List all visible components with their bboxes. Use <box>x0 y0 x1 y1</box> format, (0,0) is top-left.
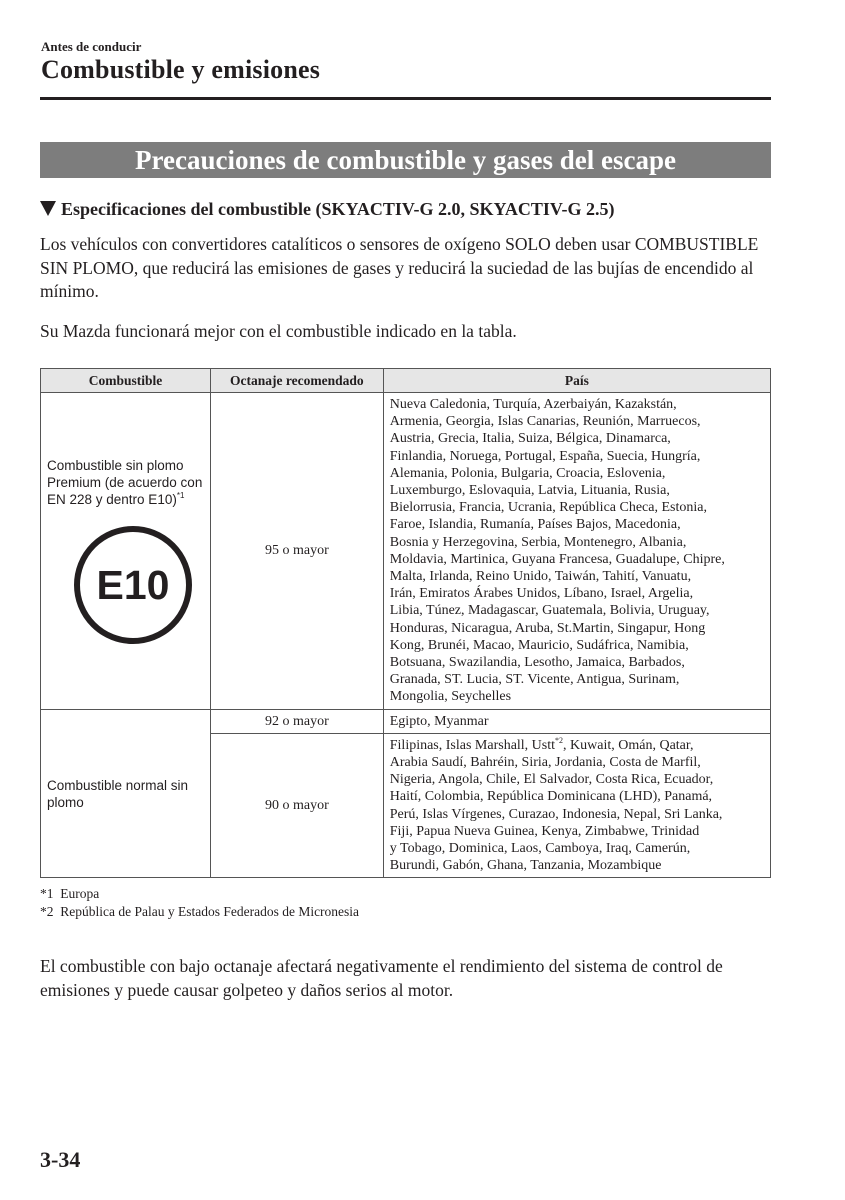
header-country: País <box>383 369 770 393</box>
country-line: Finlandia, Noruega, Portugal, España, Suecia, Hungría, <box>389 448 701 464</box>
country-line: y Tobago, Dominica, Laos, Camboya, Iraq, Camerún, <box>389 841 691 857</box>
e10-badge-text: E10 <box>96 561 170 608</box>
country-line: Faroe, Islandia, Rumanía, Países Bajos, Macedonia, <box>389 517 681 533</box>
subheading <box>40 199 615 220</box>
regular-90-octane-cell: 90 o mayor <box>210 733 383 878</box>
country-line: Armenia, Georgia, Islas Canarias, Reunión, Marruecos, <box>389 414 701 430</box>
premium-fuel-cell <box>41 393 211 710</box>
country-line: Botsuana, Swazilandia, Lesotho, Jamaica, Barbados, <box>389 655 685 671</box>
footnote-mark: *2 <box>40 904 54 919</box>
country-line: Burundi, Gabón, Ghana, Tanzania, Mozambique <box>389 858 662 874</box>
footnote-ref-1: *1 <box>176 491 185 501</box>
e10-icon <box>74 526 192 644</box>
page-title: Combustible y emisiones <box>41 55 321 84</box>
table-header-row <box>41 369 771 393</box>
closing-paragraph: El combustible con bajo octanaje afectará negativamente el rendimiento del sistema de control de emisiones y puede causar golpeteo y daños serios al motor. <box>40 956 723 1000</box>
country-line: Arabia Saudí, Bahréin, Siria, Jordania, Costa de Marfil, <box>389 755 701 771</box>
country-line: Mongolia, Seychelles <box>389 689 512 705</box>
country-line: Bielorrusia, Francia, Ucrania, República Checa, Estonia, <box>389 500 707 516</box>
country-line: Fiji, Papua Nueva Guinea, Kenya, Zimbabwe, Trinidad <box>389 823 700 839</box>
country-line: Haití, Colombia, República Dominicana (LHD), Panamá, <box>389 789 713 805</box>
country-line: Nigeria, Angola, Chile, El Salvador, Costa Rica, Ecuador, <box>389 772 714 788</box>
country-line: Malta, Irlanda, Reino Unido, Taiwán, Tahití, Vanuatu, <box>389 569 692 585</box>
subheading-text: Especificaciones del combustible (SKYACTIV-G 2.0, SKYACTIV-G 2.5) <box>61 199 615 219</box>
header-fuel: Combustible <box>41 369 211 393</box>
premium-countries-cell <box>383 393 770 710</box>
intro-paragraph: Los vehículos con convertidores catalíticos o sensores de oxígeno SOLO deben usar COMBUSTIBLE SIN PLOMO, que reducirá las emisiones de gases y reducirá la suciedad de las bujías de encendido al mínimo. <box>40 234 759 301</box>
country-line: Honduras, Nicaragua, Aruba, St.Martin, Singapur, Hong <box>389 620 706 636</box>
country-line: Granada, ST. Lucia, ST. Vicente, Antigua, Surinam, <box>389 672 680 688</box>
footnote-text: República de Palau y Estados Federados de Micronesia <box>60 904 360 919</box>
regular-92-countries-cell: Egipto, Myanmar <box>383 709 770 733</box>
premium-octane-cell: 95 o mayor <box>210 393 383 710</box>
country-line: Perú, Islas Vírgenes, Curazao, Indonesia, Nepal, Sri Lanka, <box>389 806 723 822</box>
table-row-regular-92 <box>41 709 771 733</box>
section-banner: Precauciones de combustible y gases del escape <box>40 142 771 178</box>
breadcrumb: Antes de conducir <box>41 39 142 54</box>
country-line: Filipinas, Islas Marshall, Ustt$^{*2}$, Kuwait, Omán, Qatar, <box>389 735 694 753</box>
country-line: Irán, Emiratos Árabes Unidos, Líbano, Israel, Argelia, <box>389 586 694 602</box>
footnote-2 <box>40 904 359 920</box>
page-number: 3-34 <box>40 1147 81 1172</box>
country-line: Alemania, Polonia, Bulgaria, Croacia, Eslovenia, <box>389 465 666 481</box>
regular-90-countries-cell <box>383 733 770 878</box>
footnote-1 <box>40 886 99 902</box>
title-divider <box>40 97 771 100</box>
country-line: Nueva Caledonia, Turquía, Azerbaiyán, Kazakstán, <box>389 397 677 412</box>
country-line: Austria, Grecia, Italia, Suiza, Bélgica, Dinamarca, <box>389 431 671 447</box>
country-line: Libia, Túnez, Madagascar, Guatemala, Bolivia, Uruguay, <box>389 603 710 619</box>
footnote-ref-2: *2 <box>555 735 564 745</box>
table-intro-paragraph: Su Mazda funcionará mejor con el combustible indicado en la tabla. <box>40 321 517 341</box>
fuel-spec-table <box>40 368 771 878</box>
premium-fuel-label: Combustible sin plomo Premium (de acuerdo con EN 228 y dentro E10) <box>47 458 203 508</box>
table-row-premium <box>41 393 771 710</box>
header-octane: Octanaje recomendado <box>210 369 383 393</box>
footnote-mark: *1 <box>40 886 54 901</box>
regular-92-octane-cell: 92 o mayor <box>210 709 383 733</box>
regular-fuel-cell: Combustible normal sin plomo <box>41 709 211 878</box>
country-line: Luxemburgo, Eslovaquia, Latvia, Lituania, Rusia, <box>389 483 670 499</box>
triangle-down-icon <box>40 201 56 216</box>
country-line: Bosnia y Herzegovina, Serbia, Montenegro, Albania, <box>389 534 687 550</box>
country-line: Kong, Brunéi, Macao, Mauricio, Sudáfrica, Namibia, <box>389 637 689 653</box>
country-line: Moldavia, Martinica, Guyana Francesa, Guadalupe, Chipre, <box>389 551 725 567</box>
footnote-text: Europa <box>60 886 100 901</box>
